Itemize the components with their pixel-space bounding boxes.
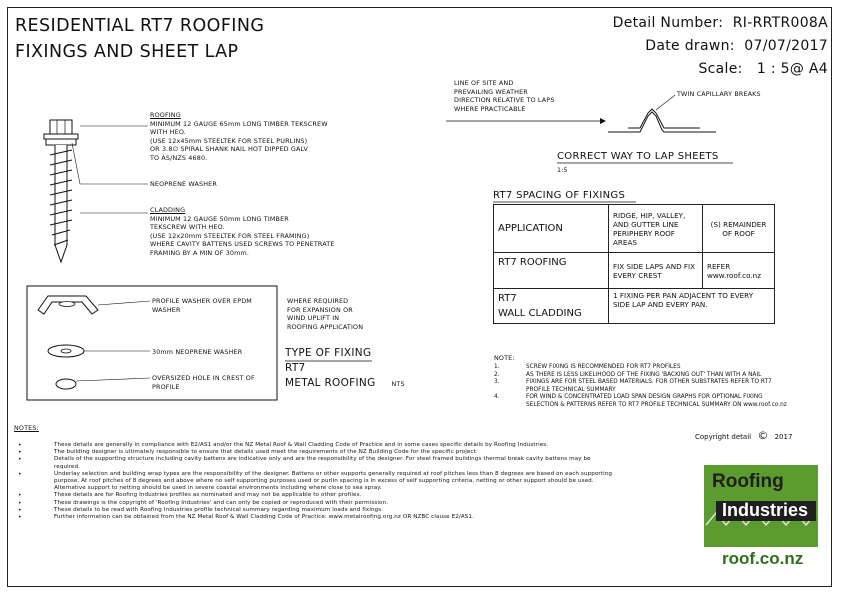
logo-url: roof.co.nz (722, 549, 804, 568)
cladding-spec: CLADDING MINIMUM 12 GAUGE 50mm LONG TIMBER TEKSCREW WITH HEO. (USE 12x20mm STEELTEK FOR STEEL FRAMING) WHERE CAVITY BATTENS USED SCREWS TO PENETRATE FRAMING BY A MIN OF 30mm. (150, 206, 335, 257)
copyright: Copyright detail © 2017 (695, 429, 793, 442)
list-item: • These details are generally in compliance with E2/AS1 and/or the NZ Metal Roof & Wall Cladding Code of Practice and in some cases specific details by Roofing Industries. (14, 442, 614, 449)
list-item: • Underlay selection and building wrap types are the responsibility of the designer. Battens or other supports generally required at roof pitches less than 8 degrees are based on each supporting purpose. At roof pitches of 8 degrees and above where no self supporting purposes used or purlin spacing is in excess of self supporting criteria, netting or other support should be used. Alternative support to netting should be used in severe coastal environments including where close to sea spray. (14, 471, 614, 493)
scale: Scale: 1 : 5@ A4 (698, 61, 828, 77)
date-drawn: Date drawn: 07/07/2017 (645, 38, 828, 54)
general-notes-list (494, 364, 794, 410)
general-note-label: NOTE: (494, 354, 515, 362)
neoprene-label: 30mm NEOPRENE WASHER (152, 348, 243, 356)
list-item: • These details are for Roofing Industries profiles as nominated and may not be applicable to other profiles. (14, 492, 614, 499)
oversized-hole-label: OVERSIZED HOLE IN CREST OF PROFILE (152, 374, 255, 391)
list-item: 1. SCREW FIXING IS RECOMMENDED FOR RT7 PROFILES (494, 364, 681, 370)
list-item: • These drawings is the copyright of 'Roofing Industries' and can only be copied or reproduced with their permission. (14, 500, 614, 507)
lap-scale: 1:5 (557, 166, 568, 174)
logo-word-2: Industries (722, 500, 809, 520)
spacing-table (493, 204, 775, 324)
table-row: RT7 ROOFING FIX SIDE LAPS AND FIX EVERY CREST REFER www.roof.co.nz (494, 253, 775, 289)
detail-number: Detail Number: RI-RRTR008A (612, 15, 828, 31)
roofing-industries-logo (702, 461, 820, 575)
sheet-profile-lower (608, 112, 716, 132)
capillary-leader (656, 95, 675, 110)
capillary-label: TWIN CAPILLARY BREAKS (677, 90, 761, 98)
sheet-profile-upper (628, 109, 700, 128)
table-row: APPLICATION RIDGE, HIP, VALLEY, AND GUTTER LINE PERIPHERY ROOF AREAS (S) REMAINDER OF ROOF (494, 205, 775, 253)
roofing-spec: ROOFING MINIMUM 12 GAUGE 65mm LONG TIMBER TEKSCREW WITH HEO. (USE 12x45mm STEELTEK FOR STEEL PURLINS) OR 3.8∅ SPIRAL SHANK NAIL HOT DIPPED GALV TO AS/NZS 4680. (150, 111, 328, 162)
wind-note: LINE OF SITE AND PREVAILING WEATHER DIRECTION RELATIVE TO LAPS WHERE PRACTICABLE (454, 79, 555, 113)
list-item: • The building designer is ultimately responsible to ensure that details used meet the requirements of the NZ Building Code for the specific project. (14, 449, 614, 456)
title-line-2: FIXINGS AND SHEET LAP (15, 42, 239, 62)
notes-list (14, 442, 614, 521)
oversized-hole (56, 379, 76, 389)
copyright-icon: © (757, 429, 769, 442)
list-item: 4. FOR WIND & CONCENTRATED LOAD SPAN DESIGN GRAPHS FOR OPTIONAL FIXING SELECTION & PATTERNS REFER TO RT7 PROFILE TECHNICAL SUMMARY ON www.roof.co.nz (494, 394, 787, 408)
neoprene-washer-label: NEOPRENE WASHER (150, 180, 217, 188)
list-item: • Details of the supporting structure including cavity battens are indicative only and are the responsibility of the designer. For steel framed buildings thermal break cavity battens may be required. (14, 456, 614, 470)
spacing-heading: RT7 SPACING OF FIXINGS (493, 190, 626, 201)
profile-washer-label: PROFILE WASHER OVER EPDM WASHER (152, 297, 252, 314)
list-item: • These details to be read with Roofing Industries profile technical summary regarding maximum loads and fixings. (14, 507, 614, 514)
roofing-screw (44, 120, 78, 262)
fixing-type-label: TYPE OF FIXING RT7 METAL ROOFING NTS (285, 347, 405, 389)
logo-word-1: Roofing (712, 471, 784, 492)
list-item: • Further information can be obtained from the NZ Metal Roof & Wall Cladding Code of Practice: www.metalroofing.org.nz OR NZBC clause E2/AS1. (14, 514, 614, 521)
notes-label: NOTES: (14, 424, 39, 432)
table-row: RT7 WALL CLADDING 1 FIXING PER PAN ADJACENT TO EVERY SIDE LAP AND EVERY PAN. (494, 289, 775, 324)
lap-heading: CORRECT WAY TO LAP SHEETS (557, 151, 719, 162)
list-item: 3. FIXINGS ARE FOR STEEL BASED MATERIALS. FOR OTHER SUBSTRATES REFER TO RT7 PROFILE TECHNICAL SUMMARY (494, 379, 772, 393)
where-required-note: WHERE REQUIRED FOR EXPANSION OR WIND UPLIFT IN ROOFING APPLICATION (287, 297, 364, 331)
wind-arrow-head (600, 118, 606, 124)
title-line-1: RESIDENTIAL RT7 ROOFING (15, 16, 265, 36)
list-item: 2. AS THERE IS LESS LIKELIHOOD OF THE FIXING 'BACKING OUT' THAN WITH A NAIL (494, 371, 762, 378)
